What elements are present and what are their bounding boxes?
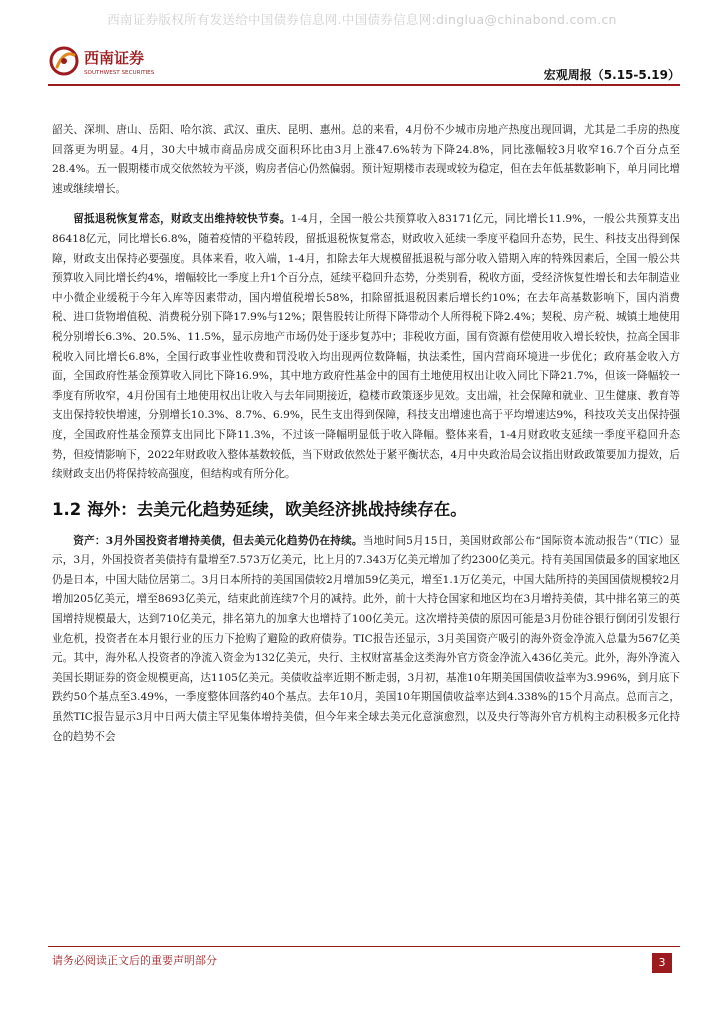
header-divider (48, 84, 680, 86)
document-body (52, 121, 680, 747)
logo-emblem-icon (51, 48, 77, 74)
disclaimer-note: 请务必阅读正文后的重要声明部分 (52, 954, 217, 967)
section-number: 1.2 (52, 499, 82, 519)
paragraph-fiscal-body: 1-4月，全国一般公共预算收入83171亿元，同比增长11.9%，一般公共预算支出86418亿元，同比增长6.8%，随着疫情的平稳转段，留抵退税恢复常态，财政收入延续一季度平稳回升态势，民生、科技支出得到保障，财政支出保持必要强度。具体来看，收入端，1-4月，扣除去年大规模留抵退税与部分收入错期入库的特殊因素后，全国一般公共预算收入同比增长约4%，增幅较比一季度上升1个百分点，延续平稳回升态势，分类别看，税收方面，受经济恢复性增长和去年制造业中小微企业缓税于今年入库等因素带动，国内增值税增长58%，扣除留抵退税因素后增长约10%；在去年高基数影响下，国内消费税、进口货物增值税、消费税分别下降17.9%与12%；限售股转让所得下降带动个人所得税下降2.4%；契税、房产税、城镇土地使用税分别增长6.3%、20.5%、11.5%，显示房地产市场仍处于逐步复苏中；非税收方面，国有资源有偿使用收入增长较快，拉高全国非税收入同比增长6.8%，全国行政事业性收费和罚没收入均出现两位数降幅，执法柔性，国内营商环境进一步优化；政府基金收入方面，全国政府性基金预算收入同比下降16.9%，其中地方政府性基金中的国有土地使用权出让收入同比下降21.7%，但该一降幅较一季度有所收窄，4月份国有土地使用权出让收入与去年同期接近，稳楼市政策逐步见效。支出端，社会保障和就业、卫生健康、教育等支出保持较快增速，分别增长10.3%、8.7%、6.9%，民生支出得到保障，科技支出增速也高于平均增速达9%，科技攻关支出保持强度，全国政府性基金预算支出同比下降11.3%，不过该一降幅明显低于收入降幅。整体来看，1-4月财政收支延续一季度平稳回升态势，但疫情影响下，2022年财政收入整体基数较低，当下财政依然处于紧平衡状态，4月中央政治局会议指出财政政策要加力提效，后续财政支出仍将保持较高强度，但结构或有所分化。 (52, 213, 680, 481)
logo-cn-text: 西南证券 (84, 49, 145, 67)
section-heading (52, 496, 680, 520)
paragraph-fiscal-lead: 留抵退税恢复常态，财政支出维持较快节奏。 (73, 213, 291, 226)
watermark-text: 西南证券版权所有发送给中国债券信息网.中国债券信息网:dinglua@chinabond.com.cn (107, 12, 617, 27)
paragraph-assets-body: 当地时间5月15日，美国财政部公布“国际资本流动报告”（TIC）显示，3月，外国投资者美债持有量增至7.573万亿美元，比上月的7.343万亿美元增加了约2300亿美元。持有美国国债最多的国家地区仍是日本，中国大陆位居第二。3月日本所持的美国国债较2月增加59亿美元，增至1.1万亿美元，中国大陆所持的美国国债规模较2月增加205亿美元，增至8693亿美元，结束此前连续7个月的减持。此外，前十大持仓国家和地区均在3月增持美债，其中排名第三的英国增持规模最大，达到710亿美元，排名第九的加拿大也增持了100亿美元。这次增持美债的原因可能是3月份硅谷银行倒闭引发银行业危机，投资者在本月银行业的压力下抢购了避险的政府债券。TIC报告还显示，3月美国资产吸引的海外资金净流入总量为567亿美元。其中，海外私人投资者的净流入资金为132亿美元，央行、主权财富基金这类海外官方资金净流入436亿美元。此外，海外净流入美国长期证券的资金规模更高，达1105亿美元。美债收益率近期不断走弱，3月初，基准10年期美国国债收益率为3.996%，到月底下跌约50个基点至3.49%，一季度整体回落约40个基点。去年10月，美国10年期国债收益率达到4.338%的15个月高点。总而言之，虽然TIC报告显示3月中日两大债主罕见集体增持美债，但今年来全球去美元化意演愈烈，以及央行等海外官方机构主动积极多元化持仓的趋势不会 (52, 534, 681, 743)
paragraph-fiscal (52, 210, 680, 484)
page-number: 3 (652, 953, 672, 973)
logo-en-text: SOUTHWEST SECURITIES (84, 70, 155, 76)
paragraph-housing: 韶关、深圳、唐山、岳阳、哈尔滨、武汉、重庆、昆明、惠州。总的来看，4月份不少城市房地产热度出现回调，尤其是二手房的热度回落更为明显。4月，30大中城市商品房成交面积环比由3月上涨47.6%转为下降24.8%，同比涨幅较3月收窄16.7个百分点至28.4%。五一假期楼市成交依然较为平淡，购房者信心仍然偏弱。预计短期楼市表现或较为稳定，但在去年低基数影响下，单月同比增速或继续增长。 (52, 124, 680, 195)
footer-divider (48, 946, 680, 947)
section-title: 海外：去美元化趋势延续，欧美经济挑战持续存在。 (87, 499, 467, 519)
report-title: 宏观周报（5.15-5.19） (543, 68, 680, 82)
company-logo (48, 44, 198, 78)
paragraph-assets-lead: 资产：3月外国投资者增持美债，但去美元化趋势仍在持续。 (73, 534, 363, 547)
paragraph-assets (52, 532, 680, 748)
